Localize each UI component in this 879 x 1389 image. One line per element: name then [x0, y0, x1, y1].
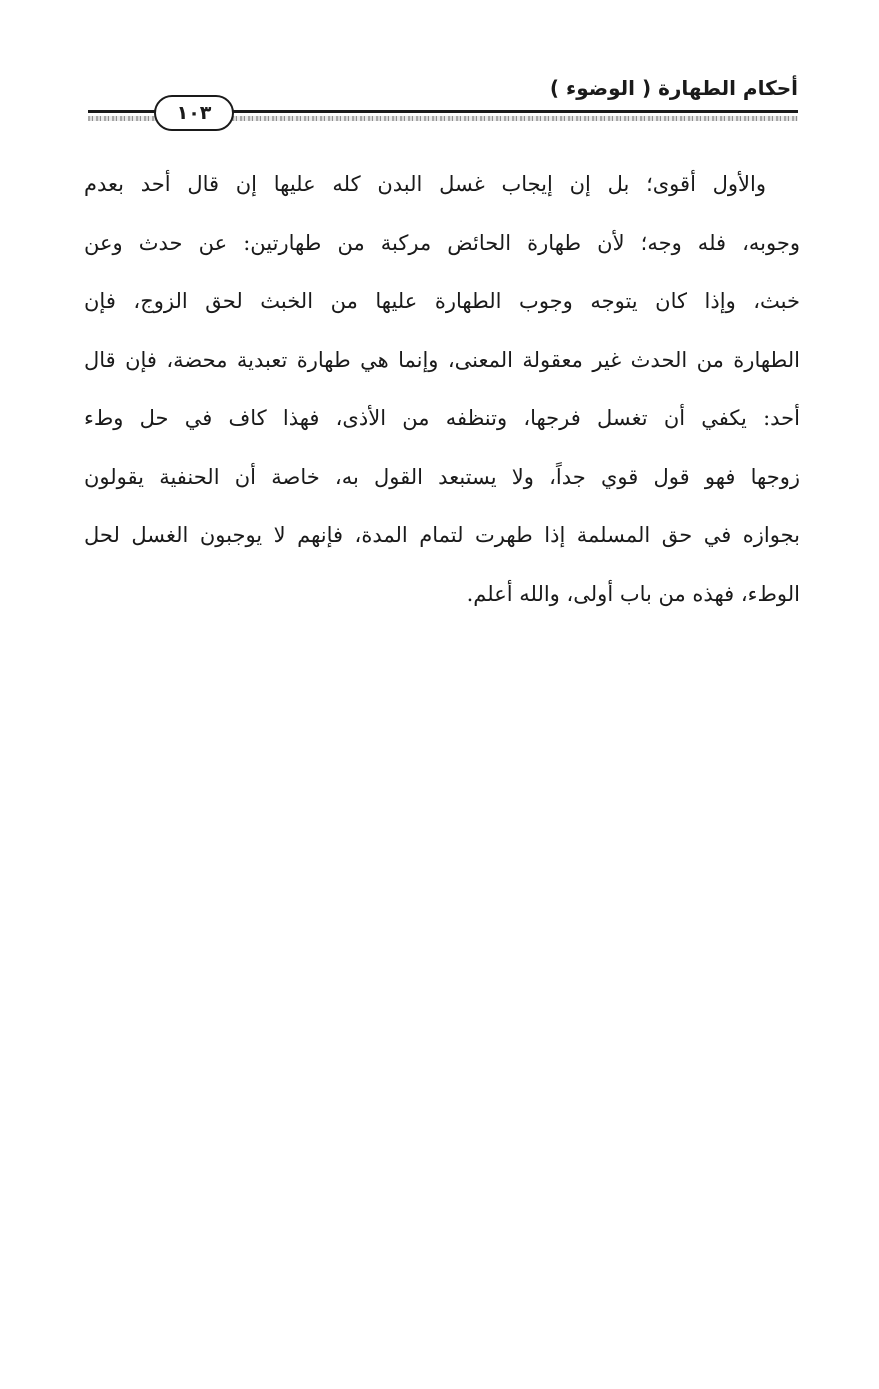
text-line: زوجها فهو قول قوي جداً، ولا يستبعد القول به، خاصة أن الحنفية يقولون [84, 464, 800, 489]
page-header [88, 72, 798, 132]
text-line: وجوبه، فله وجه؛ لأن طهارة الحائض مركبة من طهارتين: عن حدث وعن [84, 230, 800, 255]
text-line: أحد: يكفي أن تغسل فرجها، وتنظفه من الأذى، فهذا كاف في حل وطء [84, 406, 800, 430]
running-title: أحكام الطهارة ( الوضوء ) [549, 76, 798, 100]
text-line: بجوازه في حق المسلمة إذا طهرت لتمام المدة، فإنهم لا يوجبون الغسل لحل [84, 523, 800, 547]
text-line: الوطء، فهذه من باب أولى، والله أعلم. [466, 581, 800, 606]
body-paragraph [84, 155, 800, 623]
text-line: والأول أقوى؛ بل إن إيجاب غسل البدن كله عليها إن قال أحد بعدم [84, 172, 766, 196]
text-line: خبث، وإذا كان يتوجه وجوب الطهارة عليها من الخبث لحق الزوج، فإن [84, 289, 800, 313]
text-line: الطهارة من الحدث غير معقولة المعنى، وإنما هي طهارة تعبدية محضة، فإن قال [84, 347, 800, 372]
page-number: ١٠٣ [154, 95, 234, 131]
